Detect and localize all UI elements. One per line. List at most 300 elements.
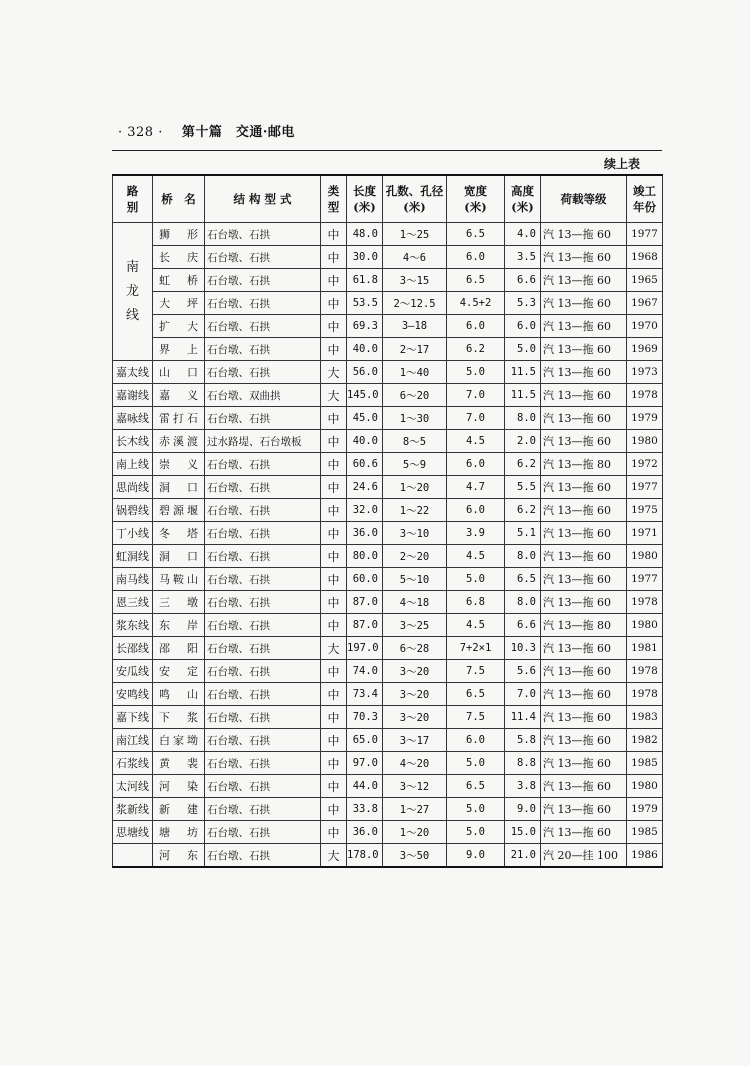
cell-route: 浆新线: [113, 798, 153, 821]
cell-height: 21.0: [505, 844, 541, 868]
cell-height: 6.6: [505, 269, 541, 292]
cell-length: 197.0: [347, 637, 383, 660]
cell-year: 1969: [627, 338, 663, 361]
table-row: [113, 292, 663, 315]
column-header-width: 宽度 (米): [447, 175, 505, 223]
cell-load-class: 汽 13—拖 60: [541, 269, 627, 292]
cell-year: 1979: [627, 407, 663, 430]
table-row: [113, 453, 663, 476]
cell-height: 8.0: [505, 545, 541, 568]
cell-width: 6.5: [447, 269, 505, 292]
cell-spans: 8～5: [383, 430, 447, 453]
table-row: [113, 706, 663, 729]
cell-spans: 3～20: [383, 706, 447, 729]
cell-year: 1980: [627, 430, 663, 453]
table-row: [113, 430, 663, 453]
cell-length: 44.0: [347, 775, 383, 798]
cell-load-class: 汽 13—拖 60: [541, 545, 627, 568]
cell-length: 32.0: [347, 499, 383, 522]
cell-width: 7.0: [447, 384, 505, 407]
cell-route: 嘉咏线: [113, 407, 153, 430]
table-row: [113, 798, 663, 821]
cell-structure: 石台墩、石拱: [205, 361, 321, 384]
cell-length: 70.3: [347, 706, 383, 729]
cell-structure: 石台墩、石拱: [205, 269, 321, 292]
cell-spans: 3～15: [383, 269, 447, 292]
cell-spans: 1～20: [383, 476, 447, 499]
cell-year: 1978: [627, 591, 663, 614]
cell-year: 1982: [627, 729, 663, 752]
table-header-row: [113, 175, 663, 223]
cell-load-class: 汽 13—拖 60: [541, 361, 627, 384]
cell-height: 5.1: [505, 522, 541, 545]
cell-type: 中: [321, 223, 347, 246]
column-header-height: 高度 (米): [505, 175, 541, 223]
cell-width: 4.5: [447, 545, 505, 568]
cell-width: 6.0: [447, 453, 505, 476]
cell-spans: 1～30: [383, 407, 447, 430]
cell-width: 5.0: [447, 752, 505, 775]
table-row: [113, 269, 663, 292]
cell-width: 6.8: [447, 591, 505, 614]
cell-load-class: 汽 13—拖 60: [541, 338, 627, 361]
cell-type: 中: [321, 499, 347, 522]
cell-bridge-name: 大坪: [153, 292, 205, 315]
cell-load-class: 汽 13—拖 60: [541, 315, 627, 338]
cell-width: 3.9: [447, 522, 505, 545]
cell-spans: 3～50: [383, 844, 447, 868]
cell-year: 1970: [627, 315, 663, 338]
cell-height: 9.0: [505, 798, 541, 821]
cell-type: 中: [321, 775, 347, 798]
table-row: [113, 568, 663, 591]
cell-bridge-name: 虹桥: [153, 269, 205, 292]
cell-bridge-name: 塘坊: [153, 821, 205, 844]
cell-bridge-name: 赤溪渡: [153, 430, 205, 453]
cell-route: 太河线: [113, 775, 153, 798]
cell-year: 1980: [627, 614, 663, 637]
cell-structure: 石台墩、石拱: [205, 821, 321, 844]
cell-load-class: 汽 13—拖 60: [541, 568, 627, 591]
cell-spans: 1～22: [383, 499, 447, 522]
column-header-spans: 孔数、孔径 (米): [383, 175, 447, 223]
cell-spans: 6～28: [383, 637, 447, 660]
cell-load-class: 汽 13—拖 60: [541, 476, 627, 499]
cell-year: 1981: [627, 637, 663, 660]
cell-structure: 石台墩、石拱: [205, 246, 321, 269]
cell-type: 中: [321, 591, 347, 614]
cell-spans: 3～12: [383, 775, 447, 798]
cell-bridge-name: 碧源堰: [153, 499, 205, 522]
cell-structure: 过水路堤、石台墩板: [205, 430, 321, 453]
cell-length: 69.3: [347, 315, 383, 338]
cell-length: 65.0: [347, 729, 383, 752]
cell-load-class: 汽 13—拖 60: [541, 591, 627, 614]
cell-type: 大: [321, 637, 347, 660]
cell-load-class: 汽 13—拖 60: [541, 683, 627, 706]
cell-route: 嘉谢线: [113, 384, 153, 407]
cell-spans: 3～25: [383, 614, 447, 637]
cell-year: 1978: [627, 683, 663, 706]
cell-height: 5.3: [505, 292, 541, 315]
page-number: · 328 ·: [118, 125, 163, 140]
cell-load-class: 汽 13—拖 60: [541, 522, 627, 545]
cell-structure: 石台墩、石拱: [205, 660, 321, 683]
cell-bridge-name: 三墩: [153, 591, 205, 614]
cell-type: 中: [321, 821, 347, 844]
table-row: [113, 660, 663, 683]
cell-width: 6.2: [447, 338, 505, 361]
cell-bridge-name: 新建: [153, 798, 205, 821]
header-rule: [112, 150, 662, 151]
cell-bridge-name: 河东: [153, 844, 205, 868]
cell-structure: 石台墩、石拱: [205, 223, 321, 246]
cell-type: 中: [321, 453, 347, 476]
cell-height: 4.0: [505, 223, 541, 246]
cell-type: 中: [321, 729, 347, 752]
cell-year: 1985: [627, 752, 663, 775]
cell-length: 40.0: [347, 338, 383, 361]
table-row: [113, 407, 663, 430]
cell-height: 11.5: [505, 361, 541, 384]
cell-spans: 3—18: [383, 315, 447, 338]
cell-load-class: 汽 13—拖 60: [541, 407, 627, 430]
cell-structure: 石台墩、石拱: [205, 706, 321, 729]
cell-bridge-name: 鸣山: [153, 683, 205, 706]
cell-bridge-name: 界上: [153, 338, 205, 361]
column-header-type: 类 型: [321, 175, 347, 223]
cell-length: 80.0: [347, 545, 383, 568]
cell-length: 45.0: [347, 407, 383, 430]
cell-width: 5.0: [447, 568, 505, 591]
cell-length: 178.0: [347, 844, 383, 868]
cell-year: 1985: [627, 821, 663, 844]
cell-year: 1972: [627, 453, 663, 476]
cell-spans: 3～17: [383, 729, 447, 752]
continuation-label: 续上表: [604, 157, 641, 171]
cell-route: 石浆线: [113, 752, 153, 775]
cell-width: 4.5: [447, 614, 505, 637]
cell-year: 1977: [627, 568, 663, 591]
cell-structure: 石台墩、石拱: [205, 568, 321, 591]
cell-bridge-name: 洞口: [153, 545, 205, 568]
cell-width: 7.5: [447, 706, 505, 729]
cell-load-class: 汽 13—拖 80: [541, 614, 627, 637]
cell-structure: 石台墩、石拱: [205, 338, 321, 361]
cell-height: 8.8: [505, 752, 541, 775]
cell-year: 1975: [627, 499, 663, 522]
cell-length: 60.6: [347, 453, 383, 476]
cell-bridge-name: 白家坳: [153, 729, 205, 752]
cell-year: 1986: [627, 844, 663, 868]
cell-route: 虹洞线: [113, 545, 153, 568]
cell-height: 2.0: [505, 430, 541, 453]
cell-bridge-name: 黄裴: [153, 752, 205, 775]
table-row: [113, 614, 663, 637]
cell-spans: 4～6: [383, 246, 447, 269]
cell-type: 中: [321, 476, 347, 499]
cell-width: 4.5: [447, 430, 505, 453]
table-row: [113, 522, 663, 545]
cell-structure: 石台墩、石拱: [205, 499, 321, 522]
cell-bridge-name: 洞口: [153, 476, 205, 499]
cell-type: 大: [321, 361, 347, 384]
table-row: [113, 844, 663, 868]
cell-height: 3.5: [505, 246, 541, 269]
cell-bridge-name: 山口: [153, 361, 205, 384]
cell-structure: 石台墩、双曲拱: [205, 384, 321, 407]
table-row: [113, 384, 663, 407]
cell-width: 7.0: [447, 407, 505, 430]
cell-spans: 5～10: [383, 568, 447, 591]
cell-type: 中: [321, 430, 347, 453]
cell-length: 53.5: [347, 292, 383, 315]
cell-length: 61.8: [347, 269, 383, 292]
cell-route: 安鸣线: [113, 683, 153, 706]
table-row: [113, 476, 663, 499]
cell-height: 5.0: [505, 338, 541, 361]
table-row: [113, 223, 663, 246]
cell-route: 浆东线: [113, 614, 153, 637]
cell-length: 87.0: [347, 591, 383, 614]
cell-width: 5.0: [447, 798, 505, 821]
cell-year: 1977: [627, 476, 663, 499]
cell-structure: 石台墩、石拱: [205, 453, 321, 476]
cell-length: 36.0: [347, 522, 383, 545]
cell-spans: 3～20: [383, 683, 447, 706]
cell-bridge-name: 长庆: [153, 246, 205, 269]
cell-load-class: 汽 13—拖 60: [541, 292, 627, 315]
cell-spans: 2～17: [383, 338, 447, 361]
cell-height: 5.5: [505, 476, 541, 499]
cell-height: 3.8: [505, 775, 541, 798]
table-row: [113, 752, 663, 775]
table-row: [113, 591, 663, 614]
table-row: [113, 729, 663, 752]
cell-type: 中: [321, 706, 347, 729]
cell-type: 中: [321, 752, 347, 775]
cell-height: 6.5: [505, 568, 541, 591]
cell-height: 5.8: [505, 729, 541, 752]
cell-spans: 1～25: [383, 223, 447, 246]
table-row: [113, 361, 663, 384]
cell-height: 6.2: [505, 453, 541, 476]
cell-year: 1978: [627, 384, 663, 407]
cell-type: 中: [321, 292, 347, 315]
cell-structure: 石台墩、石拱: [205, 752, 321, 775]
cell-length: 56.0: [347, 361, 383, 384]
cell-route: 思塘线: [113, 821, 153, 844]
cell-width: 6.0: [447, 499, 505, 522]
table-row: [113, 338, 663, 361]
cell-bridge-name: 雷打石: [153, 407, 205, 430]
cell-width: 5.0: [447, 361, 505, 384]
cell-bridge-name: 扩大: [153, 315, 205, 338]
cell-route: 思尚线: [113, 476, 153, 499]
cell-spans: 3～20: [383, 660, 447, 683]
table-row: [113, 775, 663, 798]
column-header-structure: 结 构 型 式: [205, 175, 321, 223]
cell-year: 1980: [627, 775, 663, 798]
cell-height: 11.4: [505, 706, 541, 729]
cell-year: 1965: [627, 269, 663, 292]
cell-type: 中: [321, 407, 347, 430]
cell-load-class: 汽 13—拖 60: [541, 384, 627, 407]
cell-type: 中: [321, 269, 347, 292]
cell-height: 6.0: [505, 315, 541, 338]
cell-type: 中: [321, 660, 347, 683]
cell-width: 6.0: [447, 246, 505, 269]
cell-bridge-name: 马鞍山: [153, 568, 205, 591]
cell-width: 4.7: [447, 476, 505, 499]
cell-length: 40.0: [347, 430, 383, 453]
table-row: [113, 545, 663, 568]
cell-height: 7.0: [505, 683, 541, 706]
table-row: [113, 499, 663, 522]
cell-type: 中: [321, 545, 347, 568]
cell-structure: 石台墩、石拱: [205, 798, 321, 821]
cell-length: 60.0: [347, 568, 383, 591]
cell-bridge-name: 东岸: [153, 614, 205, 637]
cell-width: 4.5+2: [447, 292, 505, 315]
cell-structure: 石台墩、石拱: [205, 315, 321, 338]
table-row: [113, 821, 663, 844]
column-header-year: 竣工 年份: [627, 175, 663, 223]
cell-width: 6.5: [447, 775, 505, 798]
cell-load-class: 汽 13—拖 60: [541, 660, 627, 683]
cell-height: 5.6: [505, 660, 541, 683]
cell-year: 1973: [627, 361, 663, 384]
cell-load-class: 汽 13—拖 60: [541, 729, 627, 752]
cell-width: 6.5: [447, 223, 505, 246]
table-body: [113, 223, 663, 868]
cell-route: 南马线: [113, 568, 153, 591]
cell-type: 大: [321, 384, 347, 407]
cell-spans: 2～12.5: [383, 292, 447, 315]
cell-route: 南江线: [113, 729, 153, 752]
cell-width: 7.5: [447, 660, 505, 683]
cell-height: 6.2: [505, 499, 541, 522]
cell-structure: 石台墩、石拱: [205, 292, 321, 315]
cell-load-class: 汽 13—拖 60: [541, 637, 627, 660]
cell-type: 大: [321, 844, 347, 868]
cell-type: 中: [321, 246, 347, 269]
cell-type: 中: [321, 683, 347, 706]
cell-height: 15.0: [505, 821, 541, 844]
cell-spans: 4～18: [383, 591, 447, 614]
cell-bridge-name: 嘉义: [153, 384, 205, 407]
cell-structure: 石台墩、石拱: [205, 683, 321, 706]
cell-type: 中: [321, 315, 347, 338]
cell-type: 中: [321, 338, 347, 361]
cell-load-class: 汽 13—拖 80: [541, 453, 627, 476]
cell-year: 1971: [627, 522, 663, 545]
cell-structure: 石台墩、石拱: [205, 476, 321, 499]
cell-year: 1979: [627, 798, 663, 821]
cell-spans: 2～20: [383, 545, 447, 568]
cell-height: 8.0: [505, 591, 541, 614]
cell-width: 6.0: [447, 729, 505, 752]
cell-length: 36.0: [347, 821, 383, 844]
section-title: 第十篇 交通·邮电: [181, 125, 295, 140]
cell-bridge-name: 河染: [153, 775, 205, 798]
table-row: [113, 315, 663, 338]
cell-type: 中: [321, 614, 347, 637]
cell-year: 1983: [627, 706, 663, 729]
cell-route: 南上线: [113, 453, 153, 476]
table-row: [113, 683, 663, 706]
cell-length: 24.6: [347, 476, 383, 499]
page-header: [118, 121, 295, 140]
cell-length: 74.0: [347, 660, 383, 683]
cell-structure: 石台墩、石拱: [205, 729, 321, 752]
table-row: [113, 637, 663, 660]
cell-height: 11.5: [505, 384, 541, 407]
cell-load-class: 汽 20—挂 100: [541, 844, 627, 868]
cell-type: 中: [321, 798, 347, 821]
cell-spans: 1～40: [383, 361, 447, 384]
cell-spans: 6～20: [383, 384, 447, 407]
cell-length: 30.0: [347, 246, 383, 269]
cell-route: 长邵线: [113, 637, 153, 660]
cell-structure: 石台墩、石拱: [205, 775, 321, 798]
cell-spans: 4～20: [383, 752, 447, 775]
cell-length: 145.0: [347, 384, 383, 407]
table-row: [113, 246, 663, 269]
cell-route: 安瓜线: [113, 660, 153, 683]
cell-spans: 1～20: [383, 821, 447, 844]
cell-year: 1980: [627, 545, 663, 568]
cell-route: 锅碧线: [113, 499, 153, 522]
cell-height: 10.3: [505, 637, 541, 660]
cell-load-class: 汽 13—拖 60: [541, 499, 627, 522]
cell-route: [113, 844, 153, 868]
cell-width: 6.0: [447, 315, 505, 338]
cell-bridge-name: 邵阳: [153, 637, 205, 660]
cell-structure: 石台墩、石拱: [205, 637, 321, 660]
cell-year: 1967: [627, 292, 663, 315]
cell-spans: 1～27: [383, 798, 447, 821]
cell-length: 33.8: [347, 798, 383, 821]
cell-length: 73.4: [347, 683, 383, 706]
cell-spans: 5～9: [383, 453, 447, 476]
cell-structure: 石台墩、石拱: [205, 844, 321, 868]
route-group-label: 南 龙 线: [113, 223, 153, 361]
cell-structure: 石台墩、石拱: [205, 591, 321, 614]
cell-year: 1968: [627, 246, 663, 269]
cell-structure: 石台墩、石拱: [205, 545, 321, 568]
cell-height: 8.0: [505, 407, 541, 430]
cell-load-class: 汽 13—拖 60: [541, 430, 627, 453]
cell-route: 恩三线: [113, 591, 153, 614]
cell-route: 嘉太线: [113, 361, 153, 384]
cell-bridge-name: 冬塔: [153, 522, 205, 545]
cell-bridge-name: 崇义: [153, 453, 205, 476]
cell-width: 9.0: [447, 844, 505, 868]
cell-length: 97.0: [347, 752, 383, 775]
cell-type: 中: [321, 568, 347, 591]
cell-route: 长木线: [113, 430, 153, 453]
cell-bridge-name: 下浆: [153, 706, 205, 729]
cell-height: 6.6: [505, 614, 541, 637]
cell-load-class: 汽 13—拖 60: [541, 706, 627, 729]
cell-length: 48.0: [347, 223, 383, 246]
column-header-load-class: 荷载等级: [541, 175, 627, 223]
cell-bridge-name: 安定: [153, 660, 205, 683]
cell-load-class: 汽 13—拖 60: [541, 223, 627, 246]
cell-route: 嘉下线: [113, 706, 153, 729]
cell-type: 中: [321, 522, 347, 545]
